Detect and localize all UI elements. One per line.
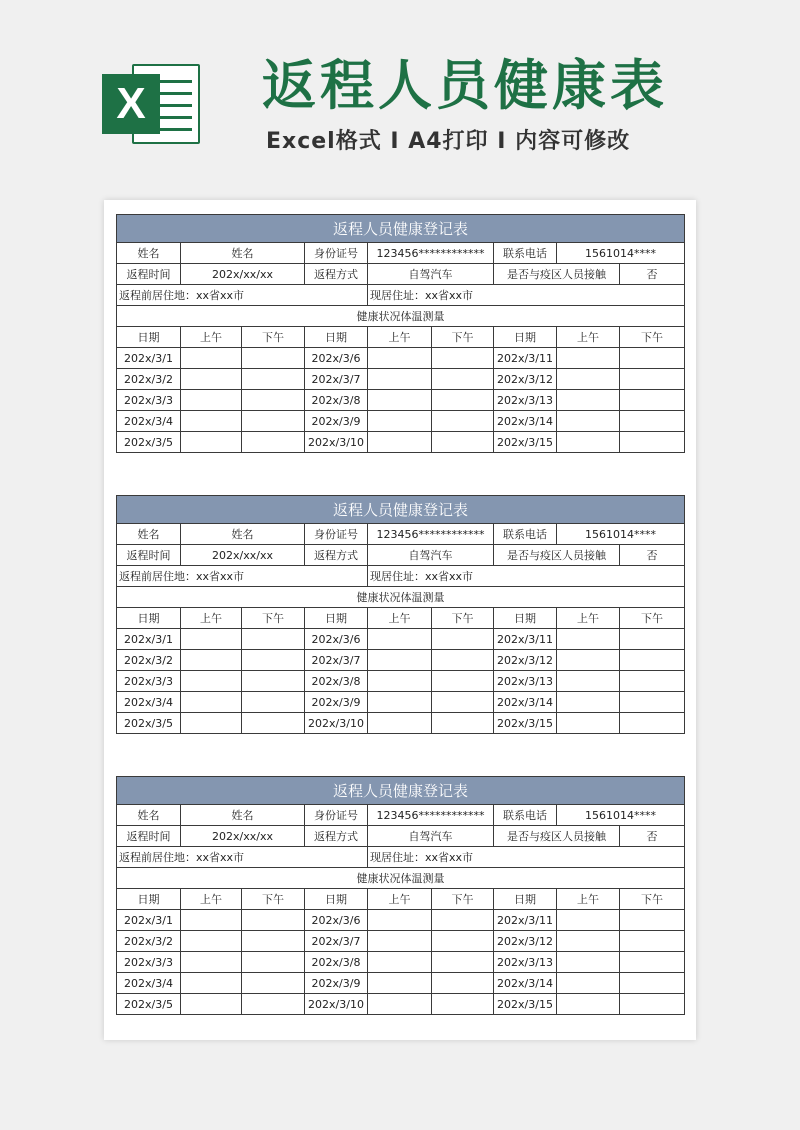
col-am: 上午 bbox=[181, 889, 242, 910]
col-am: 上午 bbox=[181, 327, 242, 348]
col-date: 日期 bbox=[494, 889, 557, 910]
am-temp-cell[interactable] bbox=[181, 369, 242, 390]
date-cell: 202x/3/8 bbox=[305, 671, 368, 692]
form-title: 返程人员健康登记表 bbox=[117, 496, 685, 524]
table-row bbox=[117, 629, 685, 650]
date-cell: 202x/3/1 bbox=[117, 348, 181, 369]
col-pm: 下午 bbox=[242, 608, 305, 629]
contact-value[interactable]: 否 bbox=[620, 826, 685, 847]
am-temp-cell[interactable] bbox=[181, 994, 242, 1015]
date-cell: 202x/3/13 bbox=[494, 671, 557, 692]
current-address[interactable]: 现居住址：xx省xx市 bbox=[368, 285, 685, 306]
col-am: 上午 bbox=[368, 889, 432, 910]
am-temp-cell[interactable] bbox=[557, 671, 620, 692]
am-temp-cell[interactable] bbox=[181, 931, 242, 952]
am-temp-cell[interactable] bbox=[368, 973, 432, 994]
am-temp-cell[interactable] bbox=[181, 650, 242, 671]
col-date: 日期 bbox=[117, 608, 181, 629]
table-row bbox=[117, 994, 685, 1015]
date-cell: 202x/3/12 bbox=[494, 369, 557, 390]
date-cell: 202x/3/14 bbox=[494, 973, 557, 994]
col-date: 日期 bbox=[117, 327, 181, 348]
pm-temp-cell[interactable] bbox=[242, 931, 305, 952]
name-label: 姓名 bbox=[117, 243, 181, 264]
date-cell: 202x/3/5 bbox=[117, 713, 181, 734]
phone-label: 联系电话 bbox=[494, 805, 557, 826]
date-cell: 202x/3/4 bbox=[117, 411, 181, 432]
date-cell: 202x/3/13 bbox=[494, 952, 557, 973]
date-cell: 202x/3/3 bbox=[117, 952, 181, 973]
pm-temp-cell[interactable] bbox=[432, 713, 494, 734]
table-row bbox=[117, 692, 685, 713]
date-cell: 202x/3/1 bbox=[117, 629, 181, 650]
am-temp-cell[interactable] bbox=[368, 369, 432, 390]
table-row bbox=[117, 671, 685, 692]
pm-temp-cell[interactable] bbox=[620, 369, 685, 390]
am-temp-cell[interactable] bbox=[181, 973, 242, 994]
return-time-value[interactable]: 202x/xx/xx bbox=[181, 545, 305, 566]
id-label: 身份证号 bbox=[305, 243, 368, 264]
am-temp-cell[interactable] bbox=[368, 629, 432, 650]
date-cell: 202x/3/7 bbox=[305, 369, 368, 390]
date-cell: 202x/3/11 bbox=[494, 910, 557, 931]
pm-temp-cell[interactable] bbox=[432, 952, 494, 973]
current-address[interactable]: 现居住址：xx省xx市 bbox=[368, 847, 685, 868]
pm-temp-cell[interactable] bbox=[432, 692, 494, 713]
pm-temp-cell[interactable] bbox=[620, 348, 685, 369]
contact-label: 是否与疫区人员接触 bbox=[494, 826, 620, 847]
pm-temp-cell[interactable] bbox=[620, 671, 685, 692]
col-pm: 下午 bbox=[242, 327, 305, 348]
am-temp-cell[interactable] bbox=[557, 390, 620, 411]
col-date: 日期 bbox=[117, 889, 181, 910]
banner-title: 返程人员健康表 bbox=[262, 54, 668, 117]
phone-value[interactable]: 1561014**** bbox=[557, 805, 685, 826]
return-time-label: 返程时间 bbox=[117, 826, 181, 847]
pm-temp-cell[interactable] bbox=[242, 411, 305, 432]
date-cell: 202x/3/1 bbox=[117, 910, 181, 931]
pm-temp-cell[interactable] bbox=[242, 369, 305, 390]
id-label: 身份证号 bbox=[305, 524, 368, 545]
col-am: 上午 bbox=[557, 608, 620, 629]
phone-label: 联系电话 bbox=[494, 243, 557, 264]
pm-temp-cell[interactable] bbox=[242, 629, 305, 650]
form-title: 返程人员健康登记表 bbox=[117, 215, 685, 243]
return-mode-label: 返程方式 bbox=[305, 545, 368, 566]
am-temp-cell[interactable] bbox=[557, 994, 620, 1015]
am-temp-cell[interactable] bbox=[368, 952, 432, 973]
am-temp-cell[interactable] bbox=[557, 369, 620, 390]
date-cell: 202x/3/6 bbox=[305, 629, 368, 650]
date-cell: 202x/3/8 bbox=[305, 390, 368, 411]
form-title: 返程人员健康登记表 bbox=[117, 777, 685, 805]
table-row bbox=[117, 931, 685, 952]
table-row bbox=[117, 952, 685, 973]
am-temp-cell[interactable] bbox=[368, 931, 432, 952]
pm-temp-cell[interactable] bbox=[432, 973, 494, 994]
id-value[interactable]: 123456************ bbox=[368, 243, 494, 264]
pm-temp-cell[interactable] bbox=[432, 650, 494, 671]
col-date: 日期 bbox=[305, 889, 368, 910]
col-pm: 下午 bbox=[620, 327, 685, 348]
date-cell: 202x/3/3 bbox=[117, 390, 181, 411]
date-cell: 202x/3/14 bbox=[494, 411, 557, 432]
table-row bbox=[117, 348, 685, 369]
pm-temp-cell[interactable] bbox=[620, 910, 685, 931]
date-cell: 202x/3/8 bbox=[305, 952, 368, 973]
date-cell: 202x/3/5 bbox=[117, 994, 181, 1015]
date-cell: 202x/3/14 bbox=[494, 692, 557, 713]
date-cell: 202x/3/12 bbox=[494, 650, 557, 671]
pm-temp-cell[interactable] bbox=[620, 713, 685, 734]
am-temp-cell[interactable] bbox=[557, 692, 620, 713]
col-date: 日期 bbox=[494, 327, 557, 348]
pm-temp-cell[interactable] bbox=[620, 390, 685, 411]
name-label: 姓名 bbox=[117, 524, 181, 545]
pm-temp-cell[interactable] bbox=[242, 973, 305, 994]
date-cell: 202x/3/3 bbox=[117, 671, 181, 692]
date-cell: 202x/3/2 bbox=[117, 931, 181, 952]
am-temp-cell[interactable] bbox=[181, 952, 242, 973]
date-cell: 202x/3/12 bbox=[494, 931, 557, 952]
am-temp-cell[interactable] bbox=[557, 952, 620, 973]
col-date: 日期 bbox=[305, 608, 368, 629]
am-temp-cell[interactable] bbox=[557, 650, 620, 671]
name-value[interactable]: 姓名 bbox=[181, 805, 305, 826]
date-cell: 202x/3/9 bbox=[305, 411, 368, 432]
col-am: 上午 bbox=[368, 608, 432, 629]
am-temp-cell[interactable] bbox=[368, 692, 432, 713]
pm-temp-cell[interactable] bbox=[620, 994, 685, 1015]
date-cell: 202x/3/9 bbox=[305, 973, 368, 994]
pm-temp-cell[interactable] bbox=[620, 629, 685, 650]
am-temp-cell[interactable] bbox=[557, 432, 620, 453]
phone-value[interactable]: 1561014**** bbox=[557, 524, 685, 545]
pm-temp-cell[interactable] bbox=[620, 411, 685, 432]
table-row bbox=[117, 650, 685, 671]
pm-temp-cell[interactable] bbox=[432, 994, 494, 1015]
contact-value[interactable]: 否 bbox=[620, 264, 685, 285]
date-cell: 202x/3/15 bbox=[494, 994, 557, 1015]
pm-temp-cell[interactable] bbox=[620, 931, 685, 952]
return-time-label: 返程时间 bbox=[117, 545, 181, 566]
am-temp-cell[interactable] bbox=[368, 994, 432, 1015]
health-form-table bbox=[116, 214, 685, 453]
col-am: 上午 bbox=[557, 327, 620, 348]
id-value[interactable]: 123456************ bbox=[368, 805, 494, 826]
date-cell: 202x/3/11 bbox=[494, 348, 557, 369]
pm-temp-cell[interactable] bbox=[242, 952, 305, 973]
am-temp-cell[interactable] bbox=[368, 671, 432, 692]
date-cell: 202x/3/10 bbox=[305, 713, 368, 734]
section-title: 健康状况体温测量 bbox=[117, 868, 685, 889]
pm-temp-cell[interactable] bbox=[432, 671, 494, 692]
pm-temp-cell[interactable] bbox=[242, 348, 305, 369]
health-form-table bbox=[116, 495, 685, 734]
am-temp-cell[interactable] bbox=[181, 910, 242, 931]
id-value[interactable]: 123456************ bbox=[368, 524, 494, 545]
return-time-value[interactable]: 202x/xx/xx bbox=[181, 264, 305, 285]
am-temp-cell[interactable] bbox=[557, 629, 620, 650]
am-temp-cell[interactable] bbox=[557, 411, 620, 432]
date-cell: 202x/3/2 bbox=[117, 650, 181, 671]
col-am: 上午 bbox=[181, 608, 242, 629]
am-temp-cell[interactable] bbox=[181, 432, 242, 453]
prev-address[interactable]: 返程前居住地：xx省xx市 bbox=[117, 285, 368, 306]
phone-value[interactable]: 1561014**** bbox=[557, 243, 685, 264]
banner-subtitle: Excel格式 I A4打印 I 内容可修改 bbox=[266, 129, 631, 154]
current-address[interactable]: 现居住址：xx省xx市 bbox=[368, 566, 685, 587]
pm-temp-cell[interactable] bbox=[432, 390, 494, 411]
return-mode-label: 返程方式 bbox=[305, 264, 368, 285]
am-temp-cell[interactable] bbox=[557, 348, 620, 369]
table-row bbox=[117, 411, 685, 432]
col-am: 上午 bbox=[368, 327, 432, 348]
am-temp-cell[interactable] bbox=[368, 390, 432, 411]
am-temp-cell[interactable] bbox=[557, 713, 620, 734]
form-paper bbox=[104, 200, 696, 1040]
pm-temp-cell[interactable] bbox=[432, 629, 494, 650]
pm-temp-cell[interactable] bbox=[432, 348, 494, 369]
am-temp-cell[interactable] bbox=[557, 973, 620, 994]
am-temp-cell[interactable] bbox=[181, 411, 242, 432]
pm-temp-cell[interactable] bbox=[620, 952, 685, 973]
banner bbox=[0, 0, 800, 200]
am-temp-cell[interactable] bbox=[181, 390, 242, 411]
date-cell: 202x/3/5 bbox=[117, 432, 181, 453]
return-mode-label: 返程方式 bbox=[305, 826, 368, 847]
pm-temp-cell[interactable] bbox=[620, 650, 685, 671]
return-time-label: 返程时间 bbox=[117, 264, 181, 285]
id-label: 身份证号 bbox=[305, 805, 368, 826]
pm-temp-cell[interactable] bbox=[432, 369, 494, 390]
col-pm: 下午 bbox=[432, 327, 494, 348]
am-temp-cell[interactable] bbox=[368, 713, 432, 734]
pm-temp-cell[interactable] bbox=[242, 910, 305, 931]
am-temp-cell[interactable] bbox=[181, 713, 242, 734]
col-am: 上午 bbox=[557, 889, 620, 910]
pm-temp-cell[interactable] bbox=[620, 973, 685, 994]
section-title: 健康状况体温测量 bbox=[117, 587, 685, 608]
date-cell: 202x/3/13 bbox=[494, 390, 557, 411]
am-temp-cell[interactable] bbox=[557, 931, 620, 952]
date-cell: 202x/3/7 bbox=[305, 650, 368, 671]
date-cell: 202x/3/10 bbox=[305, 432, 368, 453]
date-cell: 202x/3/4 bbox=[117, 692, 181, 713]
col-pm: 下午 bbox=[620, 889, 685, 910]
pm-temp-cell[interactable] bbox=[620, 432, 685, 453]
date-cell: 202x/3/4 bbox=[117, 973, 181, 994]
date-cell: 202x/3/15 bbox=[494, 713, 557, 734]
pm-temp-cell[interactable] bbox=[242, 994, 305, 1015]
pm-temp-cell[interactable] bbox=[432, 411, 494, 432]
pm-temp-cell[interactable] bbox=[242, 671, 305, 692]
col-pm: 下午 bbox=[432, 889, 494, 910]
date-cell: 202x/3/7 bbox=[305, 931, 368, 952]
am-temp-cell[interactable] bbox=[368, 411, 432, 432]
am-temp-cell[interactable] bbox=[181, 348, 242, 369]
col-pm: 下午 bbox=[432, 608, 494, 629]
date-cell: 202x/3/15 bbox=[494, 432, 557, 453]
date-cell: 202x/3/2 bbox=[117, 369, 181, 390]
prev-address[interactable]: 返程前居住地：xx省xx市 bbox=[117, 847, 368, 868]
am-temp-cell[interactable] bbox=[181, 629, 242, 650]
section-title: 健康状况体温测量 bbox=[117, 306, 685, 327]
pm-temp-cell[interactable] bbox=[432, 910, 494, 931]
table-row bbox=[117, 369, 685, 390]
table-row bbox=[117, 432, 685, 453]
am-temp-cell[interactable] bbox=[368, 650, 432, 671]
date-cell: 202x/3/11 bbox=[494, 629, 557, 650]
pm-temp-cell[interactable] bbox=[620, 692, 685, 713]
excel-logo-icon bbox=[102, 60, 202, 148]
table-row bbox=[117, 910, 685, 931]
col-pm: 下午 bbox=[620, 608, 685, 629]
date-cell: 202x/3/6 bbox=[305, 910, 368, 931]
am-temp-cell[interactable] bbox=[181, 671, 242, 692]
pm-temp-cell[interactable] bbox=[242, 713, 305, 734]
health-form-table bbox=[116, 776, 685, 1015]
pm-temp-cell[interactable] bbox=[432, 432, 494, 453]
return-mode-value[interactable]: 自驾汽车 bbox=[368, 264, 494, 285]
col-date: 日期 bbox=[305, 327, 368, 348]
date-cell: 202x/3/9 bbox=[305, 692, 368, 713]
col-date: 日期 bbox=[494, 608, 557, 629]
am-temp-cell[interactable] bbox=[368, 432, 432, 453]
return-time-value[interactable]: 202x/xx/xx bbox=[181, 826, 305, 847]
name-value[interactable]: 姓名 bbox=[181, 243, 305, 264]
return-mode-value[interactable]: 自驾汽车 bbox=[368, 545, 494, 566]
prev-address[interactable]: 返程前居住地：xx省xx市 bbox=[117, 566, 368, 587]
pm-temp-cell[interactable] bbox=[432, 931, 494, 952]
table-row bbox=[117, 713, 685, 734]
phone-label: 联系电话 bbox=[494, 524, 557, 545]
am-temp-cell[interactable] bbox=[181, 692, 242, 713]
return-mode-value[interactable]: 自驾汽车 bbox=[368, 826, 494, 847]
name-label: 姓名 bbox=[117, 805, 181, 826]
pm-temp-cell[interactable] bbox=[242, 692, 305, 713]
contact-value[interactable]: 否 bbox=[620, 545, 685, 566]
table-row bbox=[117, 390, 685, 411]
col-pm: 下午 bbox=[242, 889, 305, 910]
date-cell: 202x/3/10 bbox=[305, 994, 368, 1015]
contact-label: 是否与疫区人员接触 bbox=[494, 264, 620, 285]
pm-temp-cell[interactable] bbox=[242, 390, 305, 411]
am-temp-cell[interactable] bbox=[368, 348, 432, 369]
pm-temp-cell[interactable] bbox=[242, 650, 305, 671]
am-temp-cell[interactable] bbox=[557, 910, 620, 931]
date-cell: 202x/3/6 bbox=[305, 348, 368, 369]
table-row bbox=[117, 973, 685, 994]
name-value[interactable]: 姓名 bbox=[181, 524, 305, 545]
excel-logo-letter: X bbox=[102, 74, 160, 134]
am-temp-cell[interactable] bbox=[368, 910, 432, 931]
pm-temp-cell[interactable] bbox=[242, 432, 305, 453]
contact-label: 是否与疫区人员接触 bbox=[494, 545, 620, 566]
